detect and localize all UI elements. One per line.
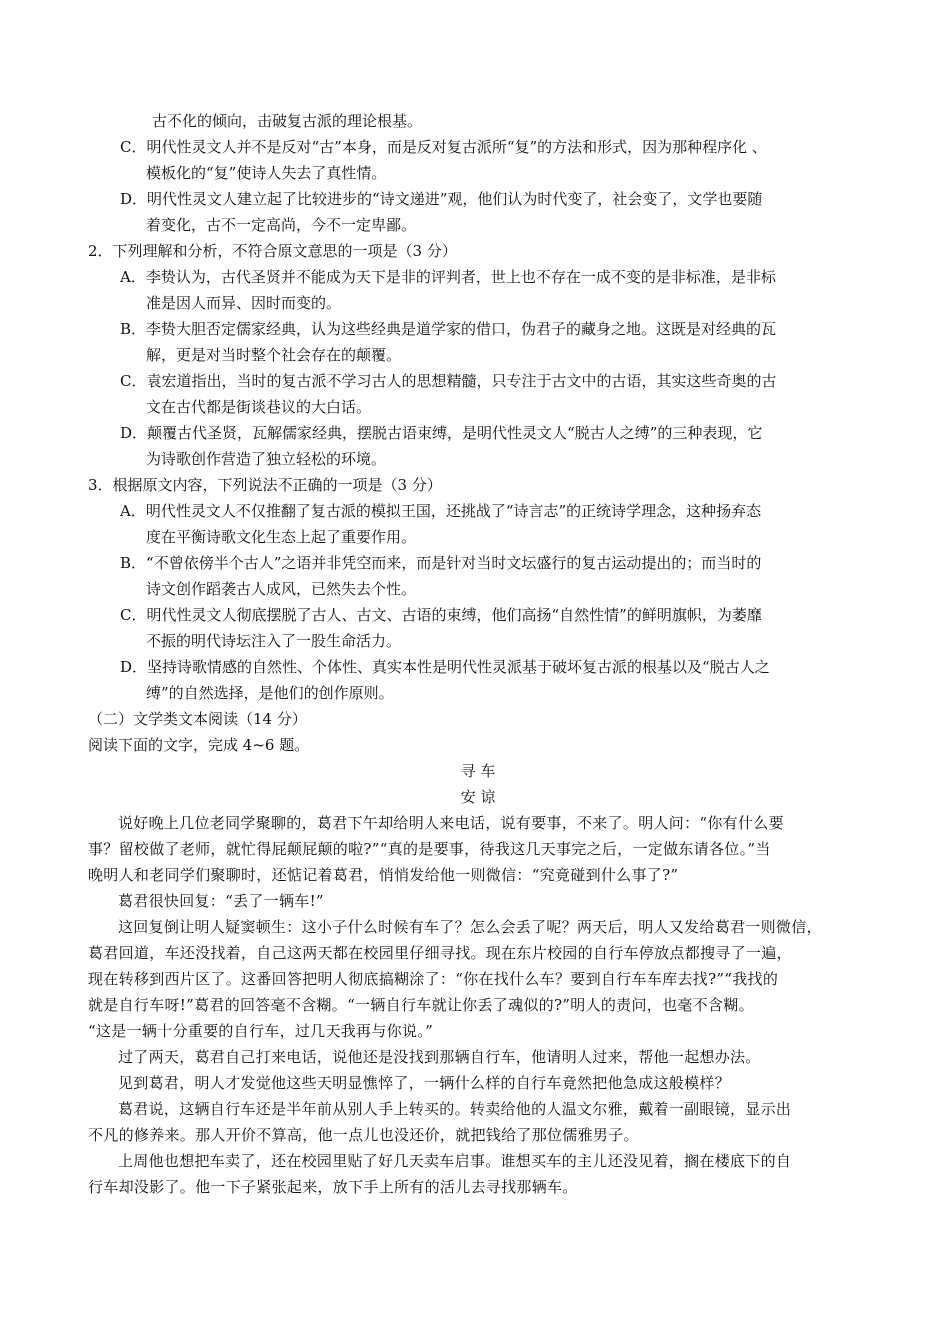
story-title: 寻 车 [460,762,496,780]
story-paragraph-3-line-3: 现在转移到西片区了。这番回答把明人彻底搞糊涂了：“你在找什么车？要到自行车车库去找?”“我找的 [88,970,779,988]
q3-stem: 3．根据原文内容，下列说法不正确的一项是（3 分） [88,476,442,494]
q2-option-c-continuation: 文在古代都是街谈巷议的大白话。 [146,398,372,416]
page-text [88,108,868,1200]
story-paragraph-3-line-2: 葛君回道，车还没找着，自己这两天都在校园里仔细寻找。现在东片校园的自行车停放点都搜寻了一遍， [88,944,792,962]
q2-option-b-continuation: 解，更是对当时整个社会存在的颠覆。 [146,346,402,364]
story-paragraph-1-line-1: 说好晚上几位老同学聚聊的，葛君下午却给明人来电话，说有要事，不来了。明人问：“你有什么要 [118,814,784,832]
story-paragraph-5: 见到葛君，明人才发觉他这些天明显憔悴了，一辆什么样的自行车竟然把他急成这般模样？ [118,1074,731,1092]
q3-option-d: D．坚持诗歌情感的自然性、个体性、真实本性是明代性灵派基于破坏复古派的根基以及“脱古人之 [120,658,770,676]
story-paragraph-3-line-1: 这回复倒让明人疑窦顿生：这小子什么时候有车了？怎么会丢了呢？两天后，明人又发给葛君一则微信， [118,918,822,936]
story-paragraph-3-line-4: 就是自行车呀!”葛君的回答毫不含糊。“一辆自行车就让你丢了魂似的?”明人的责问，也毫不含糊。 [88,996,754,1014]
q1-option-d-continuation: 着变化，古不一定高尚，今不一定卑鄙。 [146,216,417,234]
q2-option-a: A．李贽认为，古代圣贤并不能成为天下是非的评判者，世上也不存在一成不变的是非标准，是非标 [120,268,776,286]
q1-option-c-continuation: 模板化的“复”使诗人失去了真性情。 [146,164,387,182]
q3-option-c-continuation: 不振的明代诗坛注入了一股生命活力。 [146,632,402,650]
story-paragraph-7-line-2: 行车却没影了。他一下子紧张起来，放下手上所有的活儿去寻找那辆车。 [88,1178,578,1196]
q3-option-a: A．明代性灵文人不仅推翻了复古派的模拟王国，还挑战了“诗言志”的正统诗学理念，这种扬弃态 [120,502,762,520]
story-paragraph-2: 葛君很快回复：“丢了一辆车!” [118,892,324,910]
q2-option-d-continuation: 为诗歌创作营造了独立轻松的环境。 [146,450,387,468]
q1-option-d: D．明代性灵文人建立起了比较进步的“诗文递进”观，他们认为时代变了，社会变了，文学也要随 [120,190,763,208]
q2-stem: 2．下列理解和分析，不符合原文意思的一项是（3 分） [88,242,457,260]
story-paragraph-1-line-2: 事？留校做了老师，就忙得屁颠屁颠的啦?”“真的是要事，待我这几天事完之后，一定做东请各位。”当 [88,840,771,858]
q3-option-b-continuation: 诗文创作蹈袭古人成风，已然失去个性。 [146,580,417,598]
story-paragraph-7-line-1: 上周他也想把车卖了，还在校园里贴了好几天卖车启事。谁想买车的主儿还没见着，搁在楼底下的自 [118,1152,792,1170]
q3-option-b: B．“不曾依傍半个古人”之语并非凭空而来，而是针对当时文坛盛行的复古运动提出的；而当时的 [120,554,762,572]
q1-option-b-continuation: 古不化的倾向，击破复古派的理论根基。 [152,112,423,130]
q2-option-a-continuation: 准是因人而异、因时而变的。 [146,294,342,312]
story-paragraph-6-line-2: 不凡的修养来。那人开价不算高，他一点儿也没还价，就把钱给了那位儒雅男子。 [88,1126,639,1144]
q2-option-b: B．李贽大胆否定儒家经典，认为这些经典是道学家的借口，伪君子的藏身之地。这既是对经典的瓦 [120,320,777,338]
q3-option-a-continuation: 度在平衡诗歌文化生态上起了重要作用。 [146,528,417,546]
story-paragraph-1-line-3: 晚明人和老同学们聚聊时，还惦记着葛君，悄悄发给他一则微信：“究竟碰到什么事了?” [88,866,679,884]
story-paragraph-6-line-1: 葛君说，这辆自行车还是半年前从别人手上转买的。转卖给他的人温文尔雅，戴着一副眼镜，显示出 [118,1100,792,1118]
q2-option-d: D．颠覆古代圣贤，瓦解儒家经典，摆脱古语束缚，是明代性灵文人“脱古人之缚”的三种表现，它 [120,424,763,442]
q2-option-c: C．袁宏道指出，当时的复古派不学习古人的思想精髓，只专注于古文中的古语，其实这些奇奥的古 [120,372,777,390]
story-author: 安 谅 [460,788,496,806]
section-heading: （二）文学类文本阅读（14 分） [88,710,307,728]
q3-option-d-continuation: 缚”的自然选择，是他们的创作原则。 [146,684,394,702]
story-paragraph-4: 过了两天，葛君自己打来电话，说他还是没找到那辆自行车，他请明人过来，帮他一起想办法。 [118,1048,761,1066]
story-paragraph-3-line-5: “这是一辆十分重要的自行车，过几天我再与你说。” [88,1022,434,1040]
q3-option-c: C．明代性灵文人彻底摆脱了古人、古文、古语的束缚，他们高扬“自然性情”的鲜明旗帜，为萎靡 [120,606,762,624]
q1-option-c: C．明代性灵文人并不是反对“古”本身，而是反对复古派所“复”的方法和形式，因为那种程序化 、 [120,138,767,156]
reading-instruction: 阅读下面的文字，完成 4~6 题。 [88,736,310,754]
